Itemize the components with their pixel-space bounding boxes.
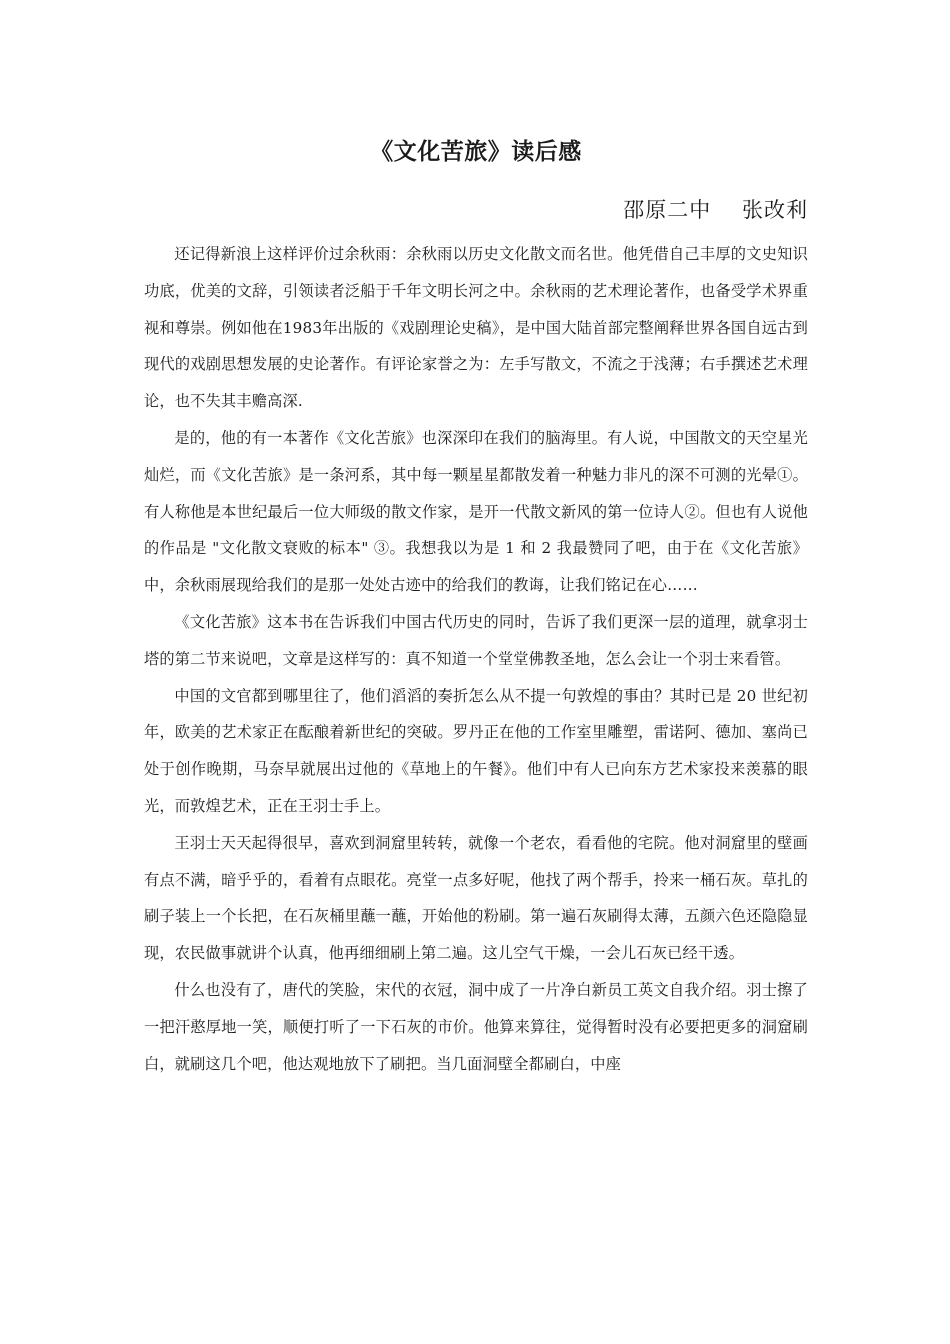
paragraph: 还记得新浪上这样评价过余秋雨：余秋雨以历史文化散文而名世。他凭借自己丰厚的文史知识功底，优美的文辞，引领读者泛船于千年文明长河之中。余秋雨的艺术理论著作，也备受学术界重视和尊崇。例如他在1983年出版的《戏剧理论史稿》，是中国大陆首部完整阐释世界各国自远古到现代的戏剧思想发展的史论著作。有评论家誉之为：左手写散文，不流之于浅薄；右手撰述艺术理论，也不失其丰赡高深. [144,245,808,411]
paragraph: 王羽士天天起得很早，喜欢到洞窟里转转，就像一个老农，看看他的宅院。他对洞窟里的壁画有点不满，暗乎乎的，看着有点眼花。亮堂一点多好呢，他找了两个帮手，拎来一桶石灰。草扎的刷子装上一个长把，在石灰桶里蘸一蘸，开始他的粉刷。第一遍石灰刷得太薄，五颜六色还隐隐显现，农民做事就讲个认真，他再细细刷上第二遍。这儿空气干燥，一会儿石灰已经干透。 [144,833,808,963]
document-page [144,0,808,1082]
paragraph: 《文化苦旅》这本书在告诉我们中国古代历史的同时，告诉了我们更深一层的道理，就拿羽士塔的第二节来说吧，文章是这样写的：真不知道一个堂堂佛教圣地，怎么会让一个羽士来看管。 [144,612,808,668]
document-body [144,236,808,1082]
paragraph: 是的，他的有一本著作《文化苦旅》也深深印在我们的脑海里。有人说，中国散文的天空星光灿烂，而《文化苦旅》是一条河系，其中每一颗星星都散发着一种魅力非凡的深不可测的光晕①。有人称他是本世纪最后一位大师级的散文作家，是开一代散文新风的第一位诗人②。但也有人说他的作品是 "文化散文衰败的标本" ③。我想我以为是 1 和 2 我最赞同了吧，由于在《文化苦旅》中，余秋雨展现给我们的是那一处处古迹中的给我们的教诲，让我们铭记在心…… [144,428,808,595]
document-title: 《文化苦旅》读后感 [370,139,582,165]
paragraph: 中国的文官都到哪里往了，他们滔滔的奏折怎么从不提一句敦煌的事由？其时已是 20 世纪初年，欧美的艺术家正在酝酿着新世纪的突破。罗丹正在他的工作室里雕塑，雷诺阿、德加、塞尚已处于创作晚期，马奈早就展出过他的《草地上的午餐》。他们中有人已向东方艺术家投来羡慕的眼光，而敦煌艺术，正在王羽士手上。 [144,686,808,815]
paragraph: 什么也没有了，唐代的笑脸，宋代的衣冠，洞中成了一片净白新员工英文自我介绍。羽士擦了一把汗憨厚地一笑，顺便打听了一下石灰的市价。他算来算往，觉得暂时没有必要把更多的洞窟刷白，就刷这几个吧，他达观地放下了刷把。当几面洞壁全都刷白，中座 [144,980,808,1073]
author-line: 邵原二中 张改利 [623,198,808,222]
